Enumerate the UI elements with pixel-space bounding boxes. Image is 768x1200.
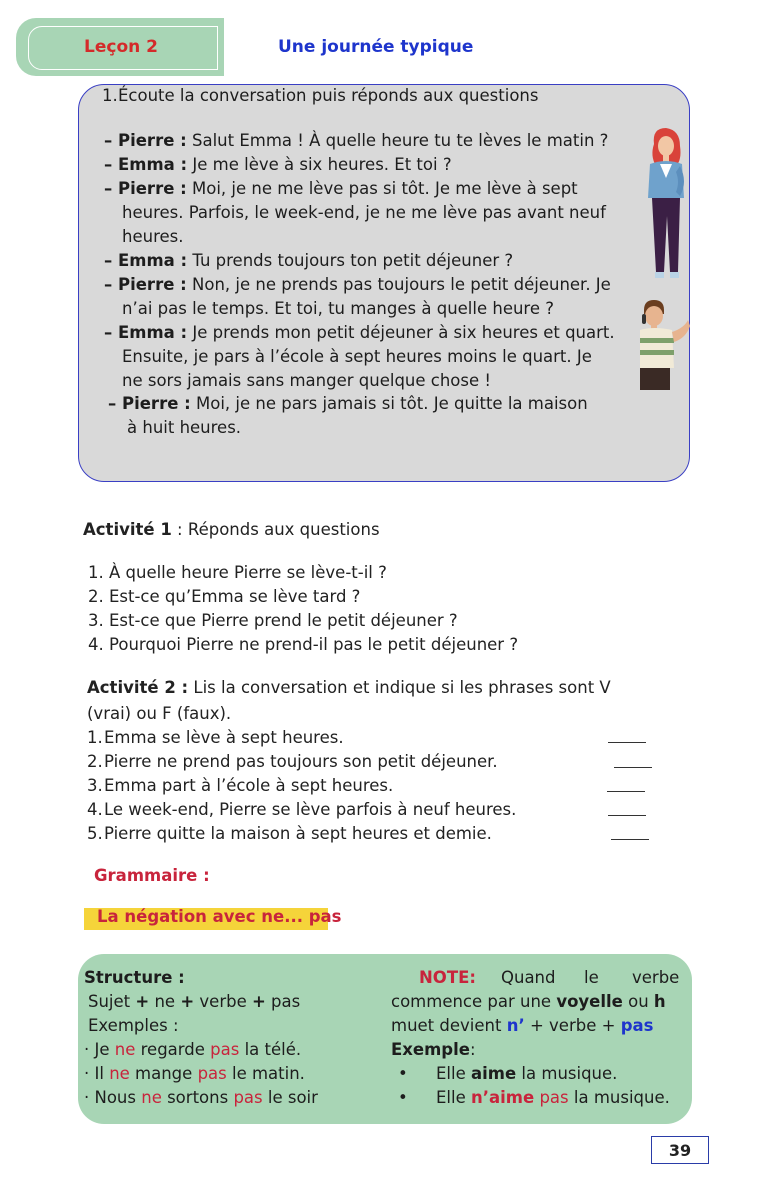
note-text: ou <box>622 992 654 1011</box>
dialogue-line <box>104 177 578 201</box>
line-text: Je prends mon petit déjeuner à six heures et quart. <box>192 323 615 342</box>
tf-item-text: Emma se lève à sept heures. <box>104 728 344 747</box>
tf-item-number: 1. <box>87 728 103 747</box>
negation-pas: pas <box>233 1088 263 1107</box>
dialogue-line <box>104 129 608 153</box>
example-text: le matin. <box>226 1064 305 1083</box>
plus-sign: + <box>251 992 266 1011</box>
example-heading <box>391 1038 476 1062</box>
dialogue-line <box>104 273 611 297</box>
example-text: Elle <box>436 1064 471 1083</box>
example-sentence <box>84 1062 305 1086</box>
activity1-label: Activité 1 <box>83 520 172 539</box>
tf-item-text: Pierre ne prend pas toujours son petit déjeuner. <box>104 752 498 771</box>
negation-pas: pas <box>539 1088 569 1107</box>
example-text: la musique. <box>568 1088 670 1107</box>
formula-part: ne <box>149 992 181 1011</box>
line-text: Moi, je ne pars jamais si tôt. Je quitte la maison <box>196 394 588 413</box>
activity2-label: Activité 2 : <box>87 678 189 697</box>
dialogue-line-continued: à huit heures. <box>127 418 242 437</box>
dialogue-line-continued: Ensuite, je pars à l’école à sept heures moins le quart. Je <box>122 347 592 366</box>
negated-verb: n’aime <box>471 1088 535 1107</box>
answer-blank[interactable] <box>614 767 652 768</box>
example-text: le soir <box>262 1088 318 1107</box>
activity1-instruction: : Réponds aux questions <box>171 520 380 539</box>
note-example <box>436 1062 617 1086</box>
activity2-heading <box>87 678 611 697</box>
examples-label: Exemples : <box>88 1016 179 1035</box>
dialogue-line <box>108 392 588 416</box>
plus-sign: + <box>135 992 150 1011</box>
speaker: – Emma : <box>104 323 188 342</box>
grammar-subtitle: La négation avec ne... pas <box>97 907 342 926</box>
speaker: – Emma : <box>104 251 188 270</box>
page-title: Une journée typique <box>278 37 474 57</box>
note-line <box>391 990 666 1014</box>
activity2-instruction: Lis la conversation et indique si les phrases sont V <box>188 678 611 697</box>
line-text: Je me lève à six heures. Et toi ? <box>192 155 452 174</box>
dialogue-line <box>104 249 513 273</box>
dialogue-line-continued: ne sors jamais sans manger quelque chose ! <box>122 371 492 390</box>
woman-illustration <box>640 126 690 286</box>
tf-item-text: Le week-end, Pierre se lève parfois à neuf heures. <box>104 800 517 819</box>
answer-blank[interactable] <box>608 815 646 816</box>
dialogue-line <box>104 321 615 345</box>
instruction-number: 1. <box>102 86 118 105</box>
note-text: commence par une <box>391 992 557 1011</box>
speaker: – Pierre : <box>104 275 187 294</box>
example-text: Elle <box>436 1088 471 1107</box>
negation-pas: pas <box>210 1040 240 1059</box>
dialogue-line-continued: heures. <box>122 227 184 246</box>
structure-formula <box>88 990 300 1014</box>
dialogue-line <box>104 153 452 177</box>
answer-blank[interactable] <box>608 742 646 743</box>
tf-item-number: 5. <box>87 824 103 843</box>
tf-item-number: 2. <box>87 752 103 771</box>
speaker: – Pierre : <box>108 394 191 413</box>
bullet: • <box>398 1064 408 1083</box>
speaker: – Pierre : <box>104 179 187 198</box>
dialogue-instruction: Écoute la conversation puis réponds aux questions <box>118 86 539 105</box>
formula-part: pas <box>265 992 301 1011</box>
formula-part: Sujet <box>88 992 136 1011</box>
negation-ne: ne <box>141 1088 162 1107</box>
note-label: NOTE: <box>419 968 476 987</box>
example-text: sortons <box>161 1088 234 1107</box>
dialogue-line-continued: heures. Parfois, le week-end, je ne me lève pas avant neuf <box>122 203 606 222</box>
dialogue-line-continued: n’ai pas le temps. Et toi, tu manges à quelle heure ? <box>122 299 555 318</box>
answer-blank[interactable] <box>607 791 645 792</box>
note-example <box>436 1086 670 1110</box>
tf-item-text: Emma part à l’école à sept heures. <box>104 776 394 795</box>
negation-ne: ne <box>109 1064 130 1083</box>
tf-item-number: 3. <box>87 776 103 795</box>
plus-sign: + <box>180 992 195 1011</box>
page-number: 39 <box>651 1136 709 1164</box>
answer-blank[interactable] <box>611 839 649 840</box>
negation-pas: pas <box>197 1064 227 1083</box>
note-text: + verbe + <box>524 1016 621 1035</box>
note-emphasis: voyelle <box>556 992 623 1011</box>
line-text: Moi, je ne me lève pas si tôt. Je me lève à sept <box>192 179 578 198</box>
example-text: la musique. <box>516 1064 618 1083</box>
example-text: · Nous <box>84 1088 142 1107</box>
example-text: · Je <box>84 1040 115 1059</box>
note-line <box>391 1014 653 1038</box>
note-text: muet devient <box>391 1016 507 1035</box>
bullet: • <box>398 1088 408 1107</box>
man-illustration <box>638 298 690 392</box>
question-item: 3. Est-ce que Pierre prend le petit déjeuner ? <box>88 611 458 630</box>
structure-label: Structure : <box>84 968 185 987</box>
tf-item-text: Pierre quitte la maison à sept heures et demie. <box>104 824 492 843</box>
speaker: – Emma : <box>104 155 188 174</box>
example-sentence <box>84 1038 301 1062</box>
question-item: 2. Est-ce qu’Emma se lève tard ? <box>88 587 361 606</box>
example-sentence <box>84 1086 318 1110</box>
formula-part: verbe <box>194 992 252 1011</box>
example-text: regarde <box>135 1040 211 1059</box>
example-text: · Il <box>84 1064 110 1083</box>
grammar-heading: Grammaire : <box>94 866 210 885</box>
note-emphasis: h <box>653 992 666 1011</box>
note-word: verbe <box>632 968 680 987</box>
example-label: Exemple <box>391 1040 470 1059</box>
note-word: le <box>584 968 599 987</box>
activity1-heading <box>83 520 380 539</box>
tf-item-number: 4. <box>87 800 103 819</box>
note-word: Quand <box>501 968 556 987</box>
note-pas: pas <box>620 1016 654 1035</box>
question-item: 1. À quelle heure Pierre se lève-t-il ? <box>88 563 387 582</box>
speaker: – Pierre : <box>104 131 187 150</box>
lesson-label: Leçon 2 <box>84 37 158 57</box>
question-item: 4. Pourquoi Pierre ne prend-il pas le petit déjeuner ? <box>88 635 519 654</box>
elided-n: n’ <box>506 1016 525 1035</box>
line-text: Salut Emma ! À quelle heure tu te lèves le matin ? <box>192 131 609 150</box>
line-text: Tu prends toujours ton petit déjeuner ? <box>192 251 514 270</box>
verb: aime <box>471 1064 517 1083</box>
example-text: la télé. <box>239 1040 302 1059</box>
example-colon: : <box>469 1040 476 1059</box>
line-text: Non, je ne prends pas toujours le petit déjeuner. Je <box>192 275 611 294</box>
activity2-instruction-cont: (vrai) ou F (faux). <box>87 704 232 723</box>
negation-ne: ne <box>114 1040 136 1059</box>
example-text: mange <box>129 1064 198 1083</box>
